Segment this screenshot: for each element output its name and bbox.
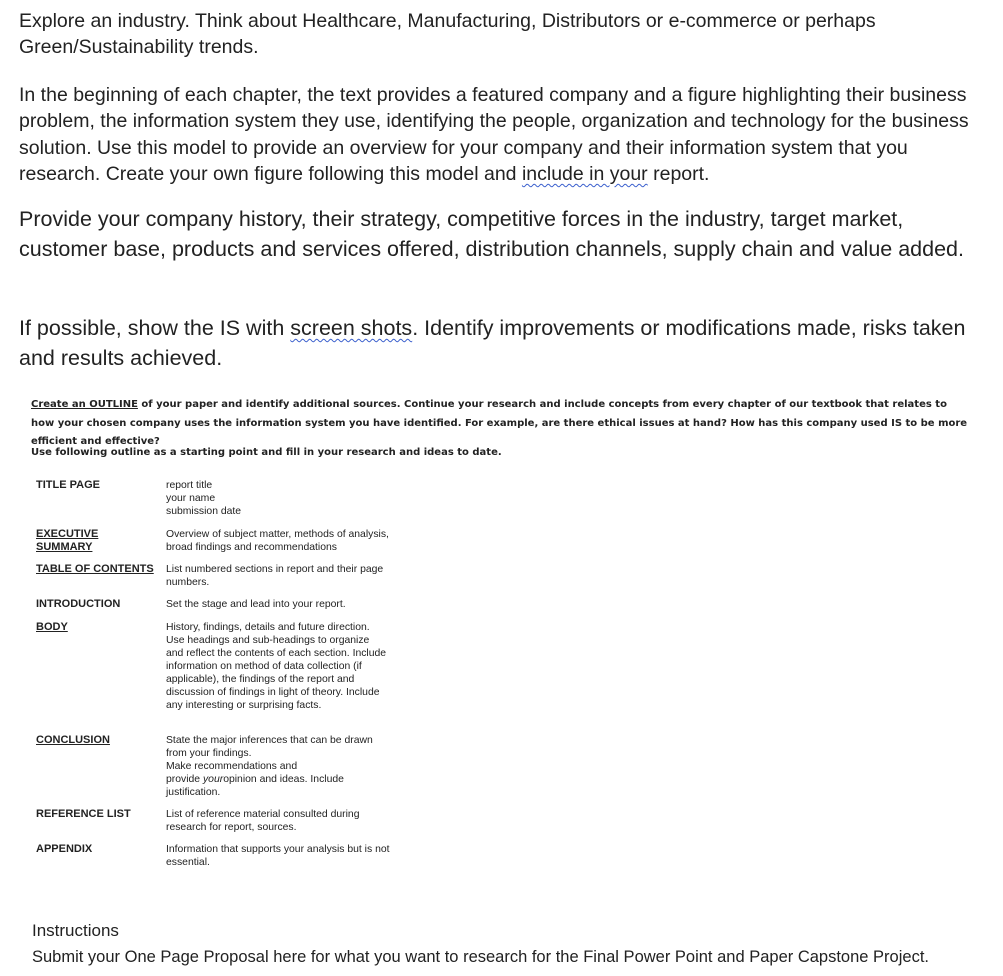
outline-instructions-text: of your paper and identify additional sources. Continue your research and include concepts from every chapter of our textbook that relates to how your chosen company uses the information system you have identified. For example, are there ethical issues at hand? How has this company used IS to be more efficient and effective? (31, 399, 968, 447)
intro-paragraph-screenshots (19, 314, 979, 373)
outline-term: TITLE PAGE (36, 479, 100, 491)
p2-text-end: report. (647, 162, 710, 185)
p4-text-start: If possible, show the IS with (19, 316, 291, 340)
intro-paragraph-chapter-model (19, 82, 979, 187)
outline-desc: Set the stage and lead into your report. (166, 599, 346, 610)
outline-term: BODY (36, 621, 68, 633)
conclusion-desc-italic: your (202, 774, 224, 785)
outline-desc: List numbered sections in report and their page numbers. (166, 564, 384, 588)
instructions-body: Submit your One Page Proposal here for what you want to research for the Final Power Point and Paper Capstone Project. (32, 948, 929, 966)
outline-desc: History, findings, details and future direction. Use headings and sub-headings to organize and reflect the contents of each section. Include information on method of data collection (if applicable), the findings of the report and discussion of findings in light of theory. Include any interesting or surprising facts. (166, 622, 387, 711)
outline-term: EXECUTIVE SUMMARY (36, 528, 99, 553)
outline-desc: report title your name submission date (166, 480, 242, 517)
intro-paragraph-industry: Explore an industry. Think about Healthcare, Manufacturing, Distributors or e-commerce or perhaps Green/Sustainability trends. (19, 10, 876, 58)
outline-desc: Overview of subject matter, methods of analysis, broad findings and recommendations (166, 529, 389, 553)
outline-use-note: Use following outline as a starting point and fill in your research and ideas to date. (31, 447, 502, 458)
p2-spellcheck-flag: include in your (521, 162, 648, 185)
outline-desc (166, 734, 394, 799)
p4-text-end: . Identify improvements or modifications made, risks taken and results achieved. (19, 316, 966, 370)
outline-term: TABLE OF CONTENTS (36, 563, 154, 575)
outline-desc: Information that supports your analysis but is not essential. (166, 844, 390, 868)
outline-term: CONCLUSION (36, 734, 110, 746)
outline-instructions (31, 396, 971, 452)
intro-paragraph-company-history: Provide your company history, their strategy, competitive forces in the industry, target market, customer base, products and services offered, distribution channels, supply chain and value added. (19, 207, 964, 261)
conclusion-desc-start: State the major inferences that can be drawn from your findings. Make recommendations and provide (166, 735, 373, 785)
p4-spellcheck-flag: screen shots (290, 316, 413, 340)
outline-term: INTRODUCTION (36, 598, 121, 610)
outline-desc: List of reference material consulted during research for report, sources. (166, 809, 360, 833)
p2-text-start: In the beginning of each chapter, the text provides a featured company and a figure highlighting their business problem, the information system they use, identifying the people, organization and technology for the business solution. Use this model to provide an overview for your company and their information system that you research. Create your own figure following this model and (19, 84, 969, 185)
outline-term: REFERENCE LIST (36, 808, 131, 820)
outline-lead: Create an OUTLINE (31, 399, 138, 410)
outline-term: APPENDIX (36, 843, 93, 855)
instructions-heading: Instructions (32, 921, 119, 940)
conclusion-desc-end: opinion and ideas. Include justification. (166, 774, 344, 798)
